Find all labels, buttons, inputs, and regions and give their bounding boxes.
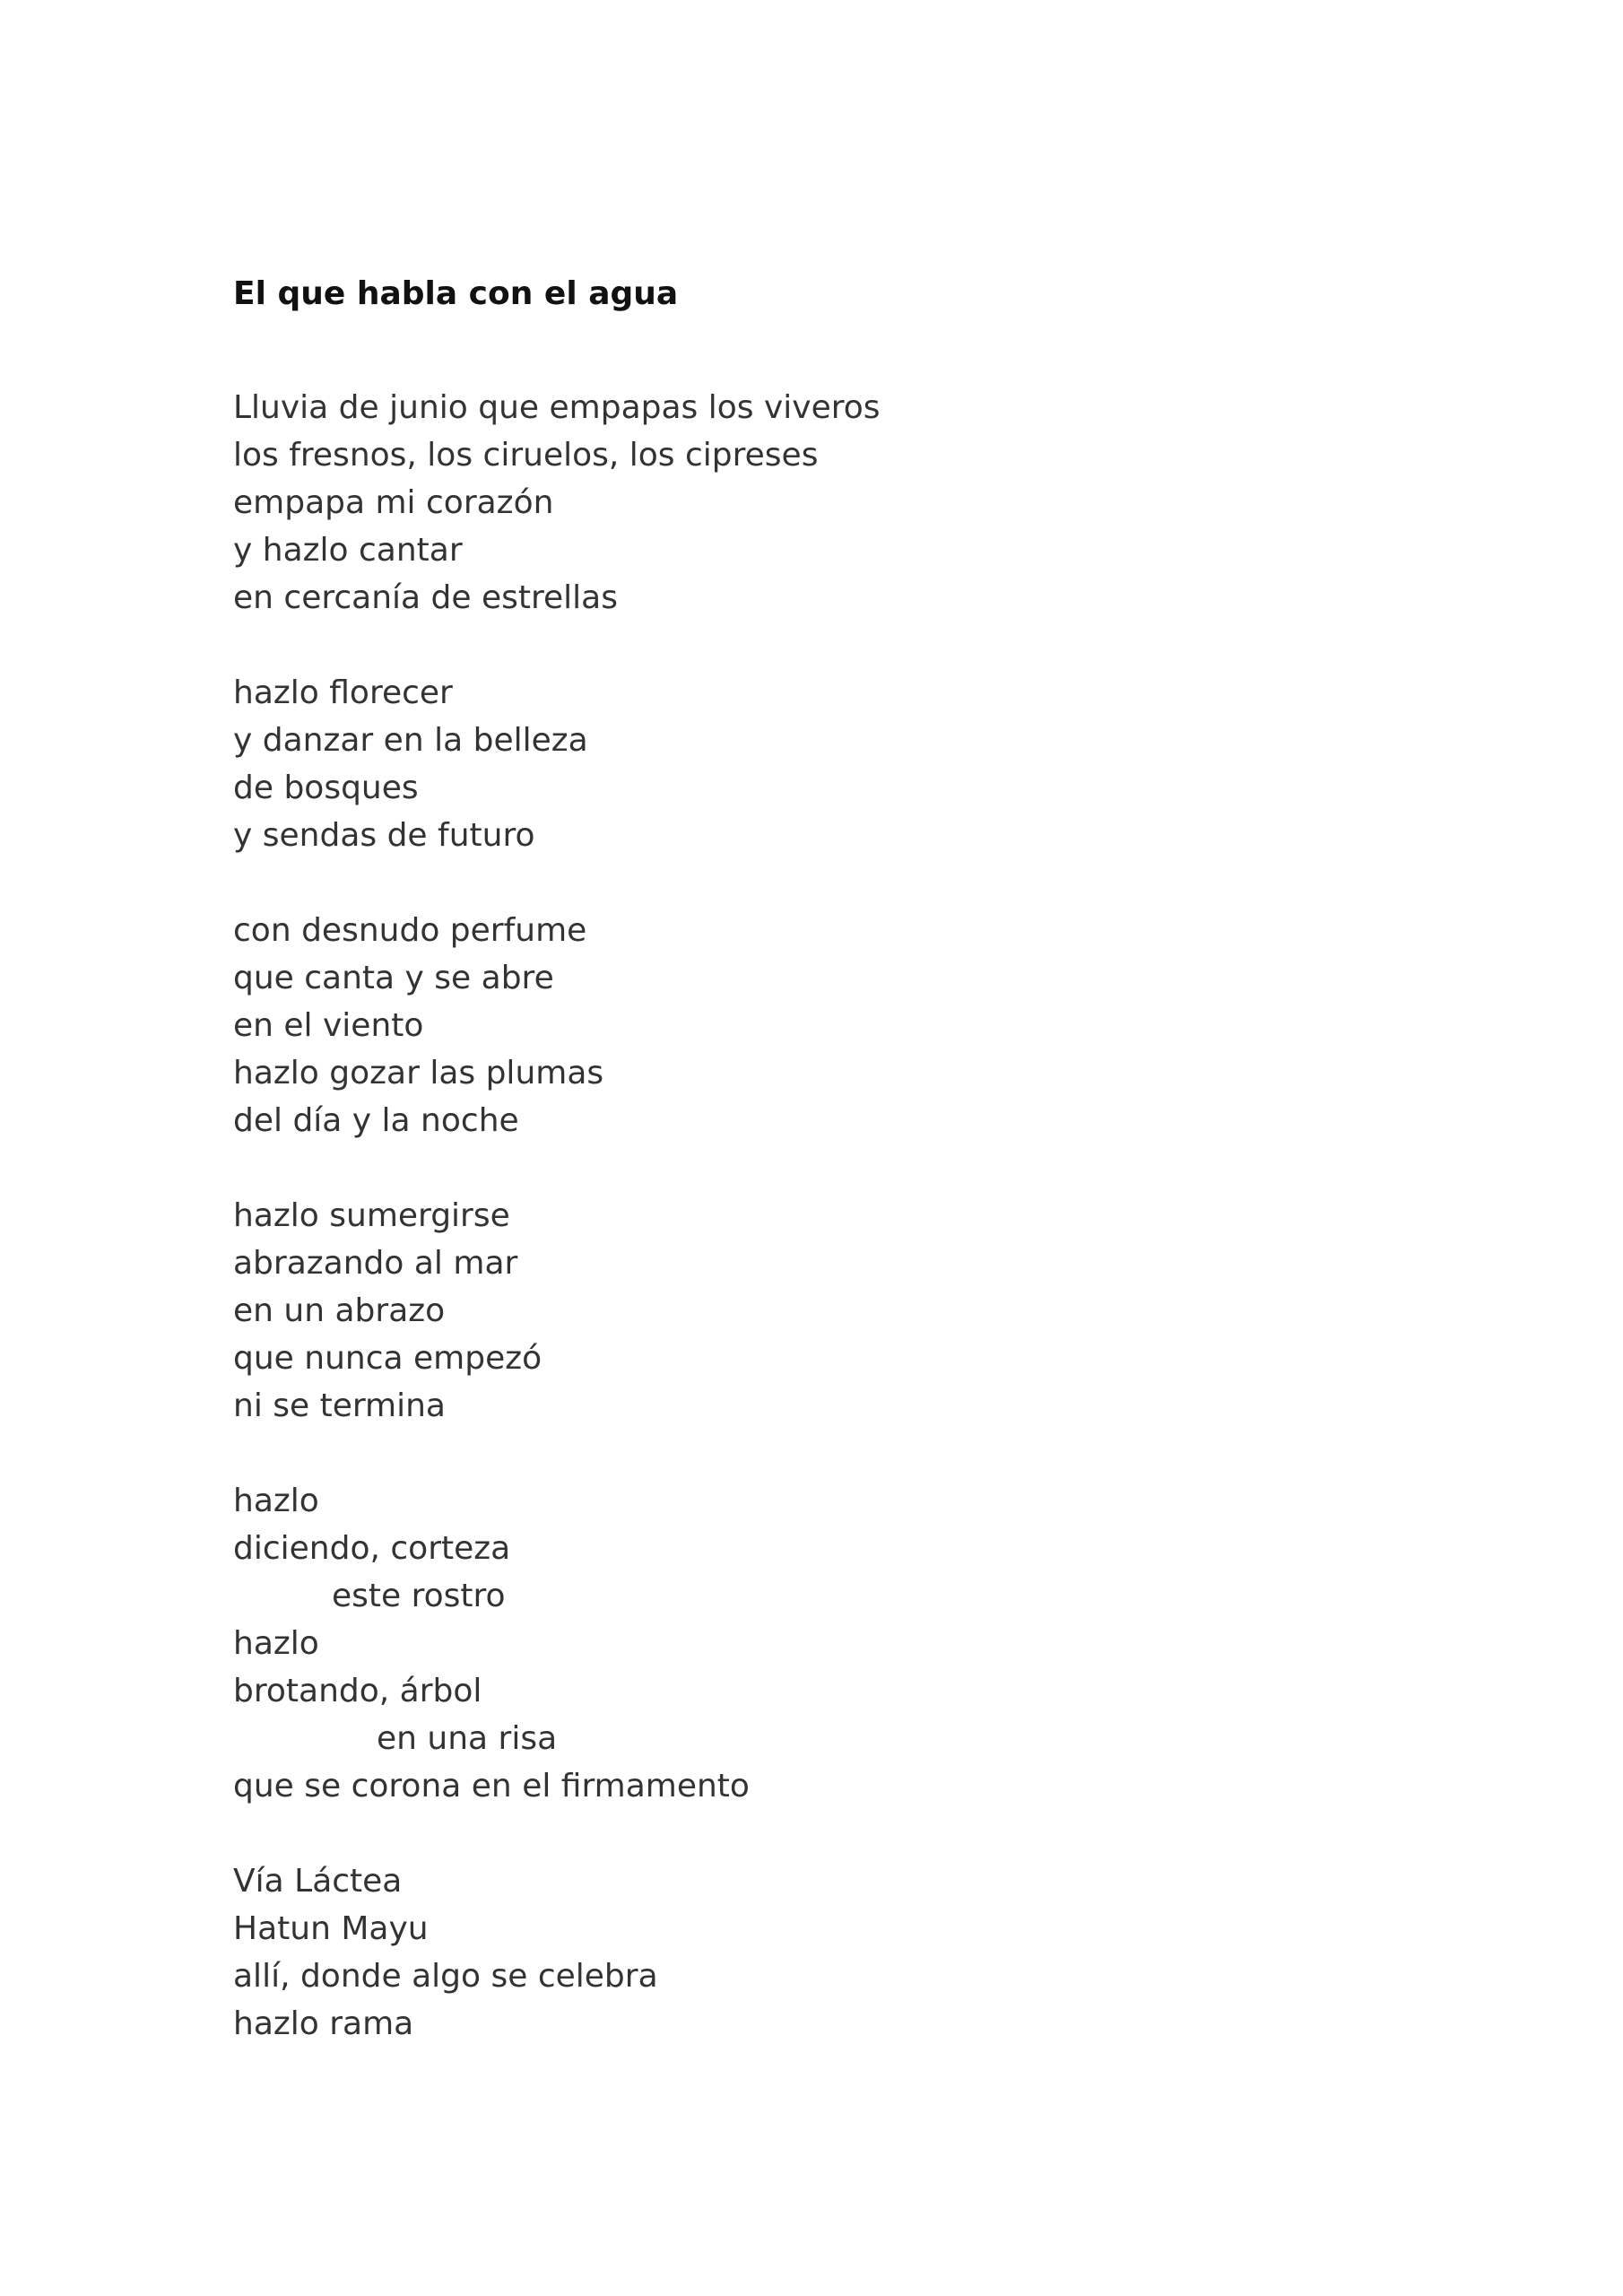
poem-line: en cercanía de estrellas: [233, 579, 618, 616]
poem-line: los fresnos, los ciruelos, los cipreses: [233, 437, 819, 474]
stanza-3: [233, 907, 881, 1144]
poem-line: Hatun Mayu: [233, 1910, 429, 1947]
poem-line: que nunca empezó: [233, 1340, 542, 1377]
poem-line: que se corona en el firmamento: [233, 1768, 750, 1805]
poem-line: y hazlo cantar: [233, 532, 463, 569]
poem-line: del día y la noche: [233, 1102, 519, 1139]
poem-line: de bosques: [233, 770, 419, 806]
poem-line: hazlo gozar las plumas: [233, 1055, 604, 1091]
stanza-5: [233, 1477, 881, 1810]
poem-line: hazlo sumergirse: [233, 1197, 510, 1234]
poem-line-indented: este rostro: [332, 1578, 506, 1614]
poem-line: Vía Láctea: [233, 1863, 403, 1900]
stanza-1: [233, 384, 881, 622]
stanza-4: [233, 1192, 881, 1430]
poem-body: [233, 384, 881, 2048]
stanza-6: [233, 1857, 881, 2048]
poem-line: y sendas de futuro: [233, 817, 535, 854]
poem-line: con desnudo perfume: [233, 912, 587, 949]
poem-line: brotando, árbol: [233, 1673, 482, 1709]
poem-line: diciendo, corteza: [233, 1530, 511, 1567]
poem-title: El que habla con el agua: [233, 275, 679, 312]
poem-line: allí, donde algo se celebra: [233, 1958, 658, 1995]
poem-line: hazlo: [233, 1483, 319, 1519]
poem-line: ni se termina: [233, 1387, 446, 1424]
poem-line: hazlo: [233, 1625, 319, 1662]
poem-line: en el viento: [233, 1007, 424, 1044]
poem-line-indented: en una risa: [377, 1720, 558, 1757]
poem-line: en un abrazo: [233, 1292, 446, 1329]
poem-line: abrazando al mar: [233, 1245, 518, 1282]
poem-line: hazlo rama: [233, 2005, 414, 2042]
poem-line: y danzar en la belleza: [233, 722, 588, 759]
poem-line: que canta y se abre: [233, 960, 554, 996]
poem-line: hazlo florecer: [233, 674, 453, 711]
stanza-2: [233, 669, 881, 859]
poem-line: empapa mi corazón: [233, 484, 554, 521]
poem-line: Lluvia de junio que empapas los viveros: [233, 389, 881, 426]
